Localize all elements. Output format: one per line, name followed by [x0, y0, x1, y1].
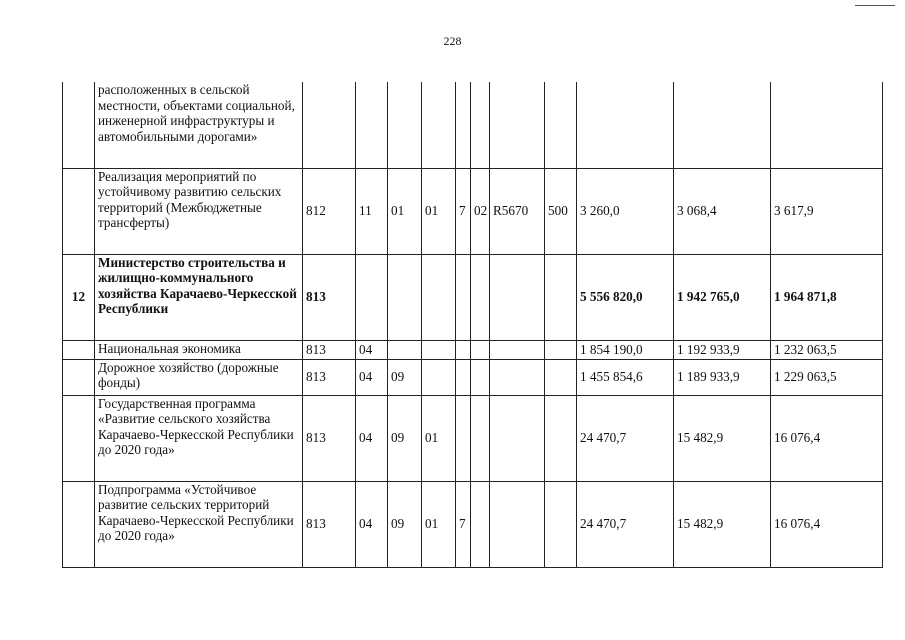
cell-sum-1: 24 470,7: [577, 395, 674, 481]
cell-subprogram: [456, 82, 471, 168]
cell-main-event: [471, 340, 490, 359]
cell-main-event: [471, 481, 490, 567]
cell-number: [63, 359, 95, 395]
budget-table: [62, 82, 883, 568]
cell-section: 04: [356, 359, 388, 395]
cell-expense-type: [545, 395, 577, 481]
cell-sum-1: 1 854 190,0: [577, 340, 674, 359]
cell-sum-3: 1 229 063,5: [771, 359, 883, 395]
cell-direction: R5670: [490, 168, 545, 254]
table-row: [63, 82, 883, 168]
cell-sum-3: [771, 82, 883, 168]
cell-number: [63, 340, 95, 359]
table-row: [63, 340, 883, 359]
cell-program: [422, 82, 456, 168]
cell-sum-3: 16 076,4: [771, 395, 883, 481]
cell-sum-3: 3 617,9: [771, 168, 883, 254]
cell-subprogram: 7: [456, 168, 471, 254]
cell-ministry: 813: [303, 481, 356, 567]
cell-subsection: 01: [388, 168, 422, 254]
cell-section: [356, 254, 388, 340]
cell-name: Подпрограмма «Устойчивое развитие сельских территорий Карачаево-Черкесской Республики до 2020 года»: [95, 481, 303, 567]
cell-direction: [490, 481, 545, 567]
cell-sum-1: 1 455 854,6: [577, 359, 674, 395]
cell-expense-type: [545, 481, 577, 567]
cell-subsection: [388, 340, 422, 359]
cell-program: 01: [422, 168, 456, 254]
table-row: [63, 168, 883, 254]
cell-section: 04: [356, 481, 388, 567]
cell-subsection: 09: [388, 395, 422, 481]
cell-subsection: 09: [388, 481, 422, 567]
cell-program: [422, 359, 456, 395]
table-row: [63, 254, 883, 340]
scan-corner-mark: [855, 5, 895, 6]
cell-subprogram: 7: [456, 481, 471, 567]
cell-name: Государственная программа «Развитие сельского хозяйства Карачаево-Черкесской Республики до 2020 года»: [95, 395, 303, 481]
cell-program: [422, 340, 456, 359]
cell-sum-1: 5 556 820,0: [577, 254, 674, 340]
cell-subsection: [388, 254, 422, 340]
page-number: 228: [443, 34, 462, 48]
table-row: [63, 359, 883, 395]
cell-number: [63, 481, 95, 567]
cell-section: 04: [356, 340, 388, 359]
cell-sum-2: 3 068,4: [674, 168, 771, 254]
cell-direction: [490, 254, 545, 340]
cell-sum-2: 15 482,9: [674, 481, 771, 567]
cell-ministry: 813: [303, 254, 356, 340]
cell-sum-1: 3 260,0: [577, 168, 674, 254]
cell-ministry: 813: [303, 395, 356, 481]
cell-sum-1: [577, 82, 674, 168]
cell-sum-2: [674, 82, 771, 168]
cell-section: 11: [356, 168, 388, 254]
cell-name: Министерство строительства и жилищно-коммунального хозяйства Карачаево-Черкесской Республики: [95, 254, 303, 340]
cell-subsection: 09: [388, 359, 422, 395]
cell-program: 01: [422, 481, 456, 567]
cell-subsection: [388, 82, 422, 168]
cell-main-event: 02: [471, 168, 490, 254]
cell-section: 04: [356, 395, 388, 481]
cell-direction: [490, 340, 545, 359]
cell-number: [63, 82, 95, 168]
cell-ministry: [303, 82, 356, 168]
cell-main-event: [471, 395, 490, 481]
cell-expense-type: [545, 340, 577, 359]
cell-direction: [490, 359, 545, 395]
cell-name: Дорожное хозяйство (дорожные фонды): [95, 359, 303, 395]
table-row: [63, 481, 883, 567]
cell-main-event: [471, 254, 490, 340]
cell-sum-2: 1 189 933,9: [674, 359, 771, 395]
cell-expense-type: 500: [545, 168, 577, 254]
cell-subprogram: [456, 254, 471, 340]
cell-number: 12: [63, 254, 95, 340]
cell-direction: [490, 82, 545, 168]
cell-ministry: 813: [303, 340, 356, 359]
cell-expense-type: [545, 82, 577, 168]
cell-name: Реализация мероприятий по устойчивому развитию сельских территорий (Межбюджетные трансферты): [95, 168, 303, 254]
cell-expense-type: [545, 359, 577, 395]
table-row: [63, 395, 883, 481]
cell-subprogram: [456, 359, 471, 395]
cell-ministry: 813: [303, 359, 356, 395]
cell-section: [356, 82, 388, 168]
cell-program: [422, 254, 456, 340]
cell-sum-3: 16 076,4: [771, 481, 883, 567]
cell-ministry: 812: [303, 168, 356, 254]
cell-name: расположенных в сельской местности, объектами социальной, инженерной инфраструктуры и автомобильными дорогами»: [95, 82, 303, 168]
cell-sum-3: 1 232 063,5: [771, 340, 883, 359]
cell-sum-2: 15 482,9: [674, 395, 771, 481]
cell-number: [63, 395, 95, 481]
cell-program: 01: [422, 395, 456, 481]
cell-name: Национальная экономика: [95, 340, 303, 359]
cell-main-event: [471, 82, 490, 168]
cell-expense-type: [545, 254, 577, 340]
cell-direction: [490, 395, 545, 481]
cell-sum-2: 1 942 765,0: [674, 254, 771, 340]
cell-sum-3: 1 964 871,8: [771, 254, 883, 340]
cell-subprogram: [456, 340, 471, 359]
cell-main-event: [471, 359, 490, 395]
cell-number: [63, 168, 95, 254]
cell-sum-1: 24 470,7: [577, 481, 674, 567]
cell-subprogram: [456, 395, 471, 481]
cell-sum-2: 1 192 933,9: [674, 340, 771, 359]
